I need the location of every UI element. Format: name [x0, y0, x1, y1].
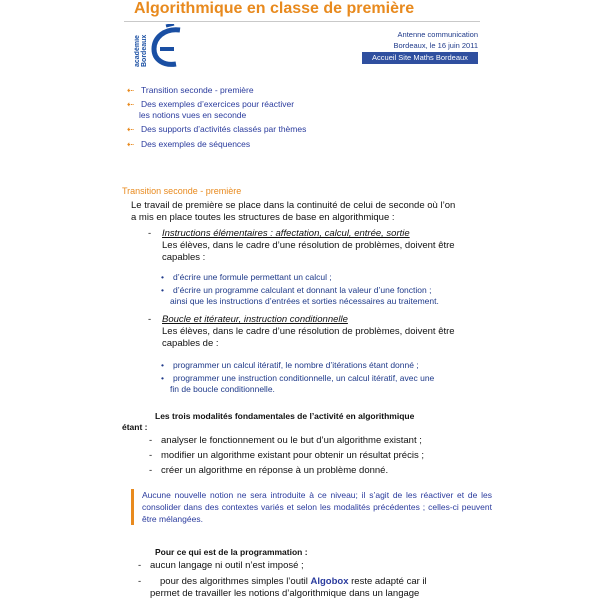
toc-item-exemples-exercices[interactable]: ⇠ Des exemples d’exercices pour réactiver	[127, 99, 295, 109]
header-divider	[124, 21, 480, 22]
blue-dot-icon: •	[161, 360, 164, 370]
modality-item-3: - créer un algorithme en réponse à un problème donné.	[149, 465, 389, 476]
page-title: Algorithmique en classe de première	[134, 0, 415, 17]
orange-arrow-icon: ⇠	[127, 99, 135, 109]
section-title: Transition seconde - première	[122, 186, 242, 196]
modality-item-2: - modifier un algorithme existant pour obtenir un résultat précis ;	[149, 450, 424, 461]
toc-item-sequences[interactable]: ⇠ Des exemples de séquences	[127, 139, 251, 149]
block2-bullet-1: • programmer un calcul itératif, le nombre d’itérations étant donné ;	[161, 360, 419, 370]
block1-bullet-2-cont: ainsi que les instructions d’entrées et sorties nécessaires au traitement.	[170, 296, 439, 306]
blue-dot-icon: •	[161, 373, 164, 383]
academie-logo-text: académie Bordeaux	[134, 34, 148, 67]
home-link-button[interactable]: Accueil Site Maths Bordeaux	[362, 52, 478, 64]
callout-note: Aucune nouvelle notion ne sera introduite à ce niveau; il s’agit de les réactiver et de les consolider dans des contextes variés et selon les modalités précédentes ; celles-ci peuvent être mélangées.	[131, 489, 492, 525]
modalities-title-cont: étant :	[122, 422, 148, 432]
block1-bullet-1: • d’écrire une formule permettant un calcul ;	[161, 272, 332, 282]
orange-arrow-icon: ⇠	[127, 124, 135, 134]
academie-logo-icon	[150, 24, 190, 68]
block1-line1: Les élèves, dans le cadre d’une résolution de problèmes, doivent être	[162, 240, 455, 251]
block1-dash: -	[148, 228, 152, 239]
intro-line-1: Le travail de première se place dans la continuité de celui de seconde où l’on	[131, 200, 456, 211]
programming-item-2-cont: permet de travailler les notions d’algorithmique dans un langage	[150, 588, 420, 599]
orange-arrow-icon: ⇠	[127, 85, 135, 95]
block2-title: Boucle et itérateur, instruction conditionnelle	[162, 314, 348, 325]
toc-item-exemples-exercices-cont[interactable]: les notions vues en seconde	[139, 110, 247, 120]
blue-dot-icon: •	[161, 285, 164, 295]
block2-line1: Les élèves, dans le cadre d’une résolution de problèmes, doivent être	[162, 326, 455, 337]
intro-line-2: a mis en place toutes les structures de base en algorithmique :	[131, 212, 395, 223]
block1-bullet-2: • d’écrire un programme calculant et donnant la valeur d’une fonction ;	[161, 285, 432, 295]
block2-bullet-2-cont: fin de boucle conditionnelle.	[170, 384, 275, 394]
toc-item-transition[interactable]: ⇠ Transition seconde - première	[127, 85, 254, 95]
orange-arrow-icon: ⇠	[127, 139, 135, 149]
block2-bullet-2: • programmer une instruction conditionnelle, un calcul itératif, avec une	[161, 373, 435, 383]
header-info: Antenne communication Bordeaux, le 16 juin 2011	[393, 30, 478, 50]
toc-item-supports[interactable]: ⇠ Des supports d’activités classés par thèmes	[127, 124, 307, 134]
modality-item-1: - analyser le fonctionnement ou le but d’un algorithme existant ;	[149, 435, 422, 446]
programming-item-1: - aucun langage ni outil n’est imposé ;	[138, 560, 304, 571]
programming-item-2: - pour des algorithmes simples l’outil Algobox reste adapté car il	[138, 576, 427, 587]
block1-line2: capables :	[162, 252, 206, 263]
modalities-title: Les trois modalités fondamentales de l’activité en algorithmique	[155, 411, 415, 421]
block1-title: Instructions élémentaires : affectation, calcul, entrée, sortie	[162, 228, 410, 239]
blue-dot-icon: •	[161, 272, 164, 282]
programming-title: Pour ce qui est de la programmation :	[155, 547, 308, 557]
block2-dash: -	[148, 314, 152, 325]
block2-line2: capables de :	[162, 338, 219, 349]
algobox-link[interactable]: Algobox	[310, 576, 349, 587]
